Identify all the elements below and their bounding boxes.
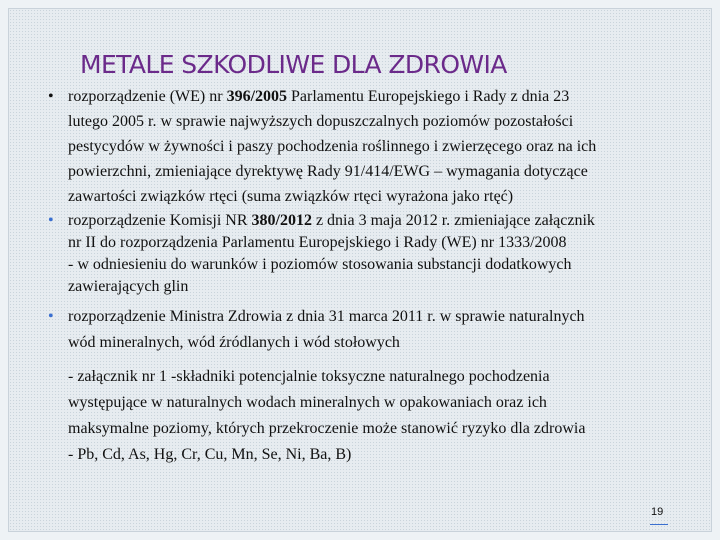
sub-line: występujące w naturalnych wodach mineralnych w opakowaniach oraz ich: [68, 394, 547, 411]
bullet: •: [48, 88, 54, 105]
page-title: METALE SZKODLIWE DLA ZDROWIA: [80, 50, 507, 79]
item-line: rozporządzenie Ministra Zdrowia z dnia 31 marca 2011 r. w sprawie naturalnych: [68, 308, 585, 325]
page-number: 19: [651, 506, 664, 518]
bullet: •: [48, 308, 54, 325]
item-line: pestycydów w żywności i paszy pochodzenia roślinnego i zwierzęcego oraz na ich: [68, 138, 597, 155]
sub-line: - załącznik nr 1 -składniki potencjalnie toksyczne naturalnego pochodzenia: [68, 368, 550, 385]
regulation-number: 396/2005: [226, 88, 288, 105]
sub-line: - Pb, Cd, As, Hg, Cr, Cu, Mn, Se, Ni, Ba, B): [68, 446, 352, 463]
regulation-number: 380/2012: [251, 212, 312, 229]
item-line: lutego 2005 r. w sprawie najwyższych dopuszczalnych poziomów pozostałości: [68, 113, 574, 130]
item-line: rozporządzenie (WE) nr 396/2005 Parlamentu Europejskiego i Rady z dnia 23: [68, 88, 570, 105]
item-line: zawartości związków rtęci (suma związków rtęci wyrażona jako rtęć): [68, 188, 514, 205]
sub-line: maksymalne poziomy, których przekroczenie może stanowić ryzyko dla zdrowia: [68, 420, 586, 437]
page-number-underline: [650, 524, 668, 525]
item-line: - w odniesieniu do warunków i poziomów stosowania substancji dodatkowych: [68, 256, 572, 273]
item-line: powierzchni, zmieniające dyrektywę Rady 91/414/EWG – wymagania dotyczące: [68, 163, 588, 180]
item-line: zawierających glin: [68, 278, 189, 295]
item-line: nr II do rozporządzenia Parlamentu Europejskiego i Rady (WE) nr 1333/2008: [68, 234, 567, 251]
item-line: rozporządzenie Komisji NR 380/2012 z dnia 3 maja 2012 r. zmieniające załącznik: [68, 212, 595, 229]
bullet: •: [48, 212, 54, 229]
item-line: wód mineralnych, wód źródlanych i wód stołowych: [68, 334, 400, 351]
